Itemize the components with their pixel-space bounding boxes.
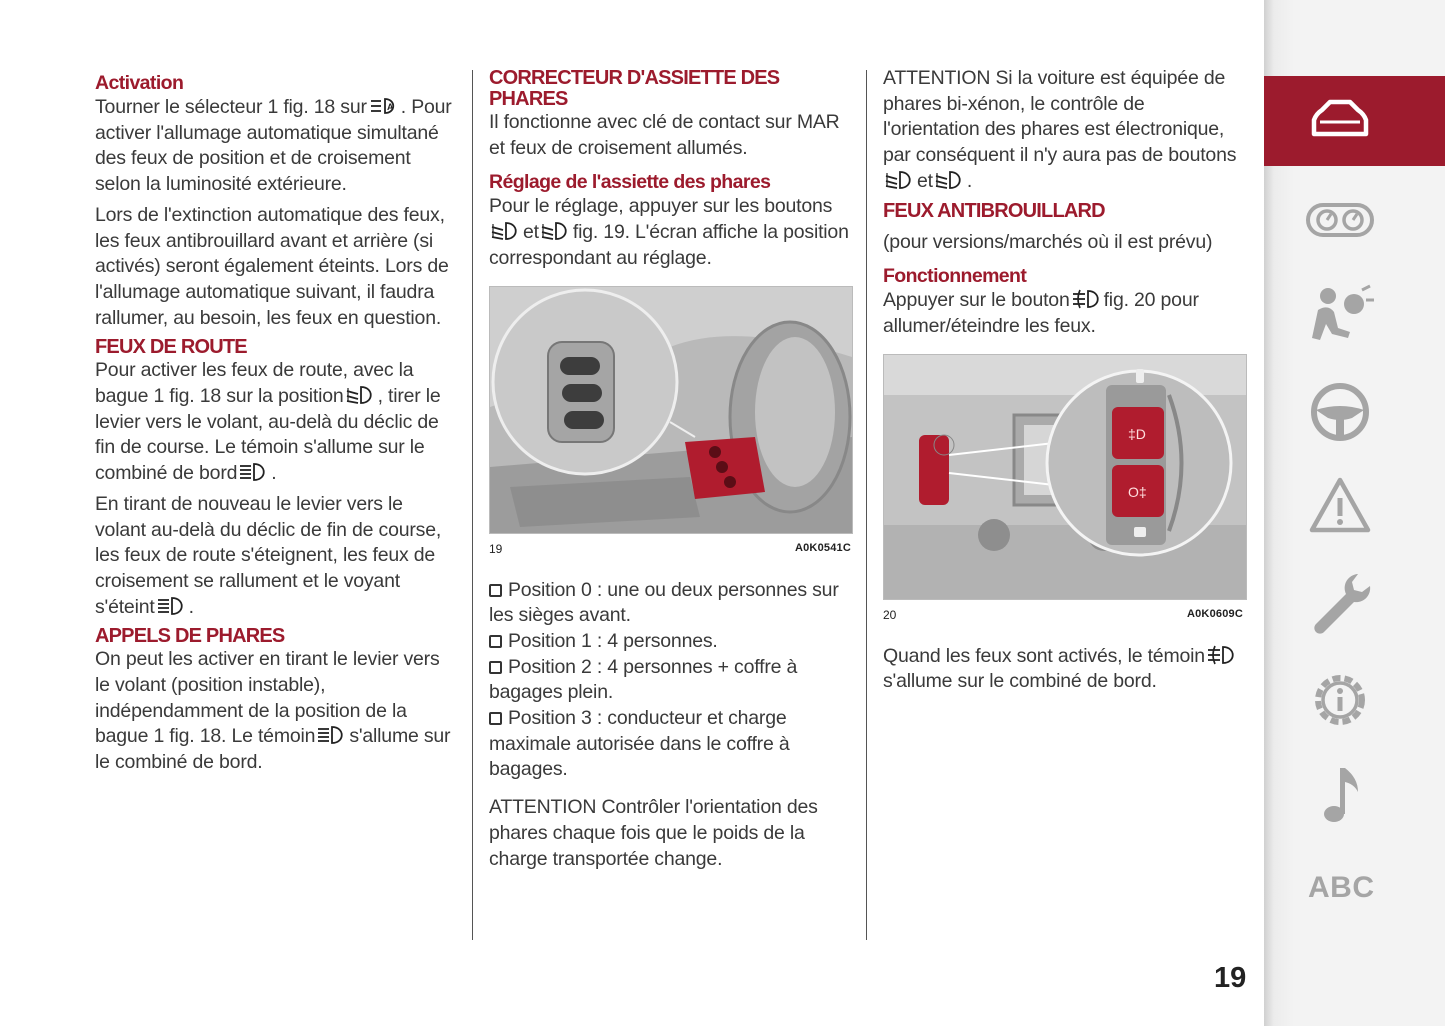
beam-level-down-icon <box>885 170 915 190</box>
low-beam-icon <box>346 385 376 405</box>
warning-icon[interactable] <box>1300 468 1380 548</box>
correcteur-heading: CORRECTEUR D'ASSIETTE DES PHARES <box>489 67 780 110</box>
position-item: Position 2 : 4 personnes + coffre à bagages plein. <box>489 655 798 704</box>
wrench-icon[interactable] <box>1300 564 1380 644</box>
fog-light-icon <box>1072 289 1102 309</box>
figure-20-caption <box>883 608 1243 622</box>
activation-heading: Activation <box>95 72 184 94</box>
position-item: Position 1 : 4 personnes. <box>489 629 851 655</box>
beam-level-down-icon <box>491 221 521 241</box>
correcteur-paragraph: Il fonctionne avec clé de contact sur MAR et feux de croisement allumés. <box>489 111 840 159</box>
column-1 <box>95 66 457 781</box>
fonctionnement-heading: Fonctionnement <box>883 265 1027 288</box>
antibrouillard-heading: FEUX ANTIBROUILLARD <box>883 199 1105 222</box>
position-item: Position 3 : conducteur et charge maximale autorisée dans le coffre à bagages. <box>489 707 790 781</box>
appels-paragraph-1: On peut les activer en tirant le levier vers le volant (position instable), indépendamment de la position de la bague 1 fig. 18. Le témoin s'allume sur le combiné de bord. <box>95 648 451 774</box>
antibrouillard-paragraph: (pour versions/marchés où il est prévu) <box>883 230 1213 253</box>
figure-19-number: 19 <box>489 541 503 556</box>
figure-20-image <box>883 354 1247 600</box>
figure-19-caption <box>489 542 851 556</box>
svg-text:O‡: O‡ <box>1128 483 1147 500</box>
figure-20-number: 20 <box>883 607 897 622</box>
temoin-paragraph: Quand les feux sont activés, le témoin s'allume sur le combiné de bord. <box>883 644 1243 695</box>
high-beam-icon <box>317 725 347 745</box>
reglage-heading: Réglage de l'assiette des phares <box>489 171 771 194</box>
activation-paragraph-1: Tourner le sélecteur 1 fig. 18 sur . Pour activer l'allumage automatique simultané des feux de position et de croisement selon la luminosité extérieure. <box>95 96 452 196</box>
checkbox-bullet-icon <box>489 584 502 597</box>
figure-19-image <box>489 286 853 534</box>
column-divider <box>472 70 473 940</box>
page-number: 19 <box>1214 962 1247 994</box>
checkbox-bullet-icon <box>489 635 502 648</box>
feux-route-heading: FEUX DE ROUTE <box>95 336 247 359</box>
activation-paragraph-2: Lors de l'extinction automatique des feux, les feux antibrouillard avant et arrière (si activés) seront également éteints. Lors de l'allumage automatique suivant, il faudra rallumer, au besoin, les feux en question. <box>95 203 449 329</box>
appels-heading: APPELS DE PHARES <box>95 625 285 648</box>
attention-paragraph: ATTENTION Contrôler l'orientation des phares chaque fois que le poids de la charge transportée change. <box>489 796 818 870</box>
checkbox-bullet-icon <box>489 712 502 725</box>
column-3 <box>883 66 1243 700</box>
feux-route-paragraph-1: Pour activer les feux de route, avec la bague 1 fig. 18 sur la position , tirer le levier vers le volant, au-delà du déclic de fin de course. Le témoin s'allume sur le combiné de bord . <box>95 359 441 485</box>
checkbox-bullet-icon <box>489 661 502 674</box>
column-2 <box>489 66 851 877</box>
beam-level-up-icon <box>935 170 965 190</box>
xenon-attention-paragraph: ATTENTION Si la voiture est équipée de phares bi-xénon, le contrôle de l'orientation des phares est électronique, par conséquent il n'y aura pas de boutons et . <box>883 67 1237 192</box>
airbag-icon[interactable] <box>1300 276 1380 356</box>
feux-route-paragraph-2: En tirant de nouveau le levier vers le volant au-delà du déclic de fin de course, les feux de route s'éteignent, les feux de croisement se rallument et le voyant s'éteint . <box>95 492 442 618</box>
dashboard-icon[interactable] <box>1300 180 1380 260</box>
high-beam-icon <box>239 462 269 482</box>
beam-level-up-icon <box>541 221 571 241</box>
reglage-paragraph: Pour le réglage, appuyer sur les boutons et fig. 19. L'écran affiche la position correspondant au réglage. <box>489 195 849 269</box>
position-item: Position 0 : une ou deux personnes sur les sièges avant. <box>489 578 839 627</box>
fonctionnement-paragraph: Appuyer sur le bouton fig. 20 pour allumer/éteindre les feux. <box>883 289 1199 337</box>
svg-text:‡D: ‡D <box>1128 425 1146 442</box>
high-beam-icon <box>157 596 187 616</box>
column-divider <box>866 70 867 940</box>
steering-wheel-icon[interactable] <box>1300 372 1380 452</box>
fog-light-icon <box>1207 645 1237 665</box>
figure-19-code: A0K0541C <box>794 541 851 554</box>
car-icon[interactable] <box>1300 82 1380 162</box>
figure-20-code: A0K0609C <box>1186 607 1243 620</box>
index-abc-label[interactable]: ABC <box>1308 871 1375 904</box>
gear-info-icon[interactable] <box>1300 660 1380 740</box>
auto-headlight-icon <box>369 96 399 116</box>
music-note-icon[interactable] <box>1300 756 1380 836</box>
